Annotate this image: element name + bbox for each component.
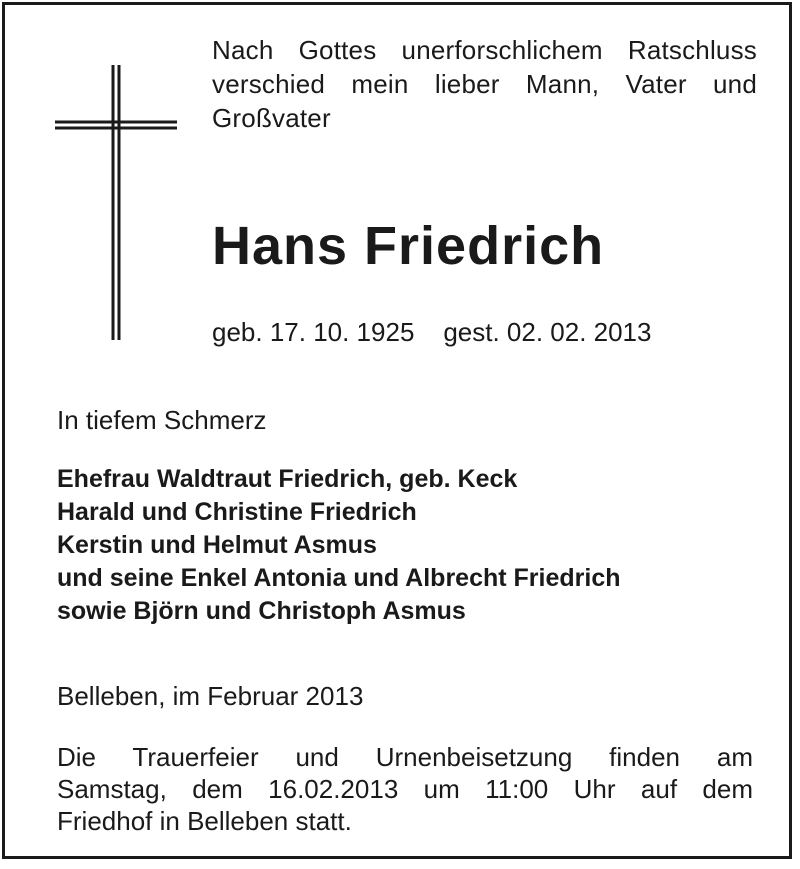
notice-line: Friedhof in Belleben statt. xyxy=(57,806,352,836)
mourner-line: Harald und Christine Friedrich xyxy=(57,498,417,526)
notice-line: Samstag, dem 16.02.2013 um 11:00 Uhr auf dem xyxy=(57,774,753,804)
mourner-line: und seine Enkel Antonia und Albrecht Friedrich xyxy=(57,564,621,592)
intro-text xyxy=(212,33,757,135)
intro-line: Großvater xyxy=(212,103,331,133)
intro-line: Nach Gottes unerforschlichem Ratschluss xyxy=(212,35,757,65)
death-date: gest. 02. 02. 2013 xyxy=(443,317,652,347)
life-dates xyxy=(212,317,651,348)
funeral-notice xyxy=(57,741,753,837)
mourners-list xyxy=(57,463,621,628)
deceased-name: Hans Friedrich xyxy=(212,216,605,276)
intro-line: verschied mein lieber Mann, Vater und xyxy=(212,69,757,99)
mourner-line: Kerstin und Helmut Asmus xyxy=(57,531,377,559)
cross-icon xyxy=(53,65,181,343)
obituary-frame xyxy=(2,2,792,859)
notice-line: Die Trauerfeier und Urnenbeisetzung finden am xyxy=(57,742,753,772)
mourner-line: sowie Björn und Christoph Asmus xyxy=(57,597,466,625)
birth-date: geb. 17. 10. 1925 xyxy=(212,317,415,347)
grief-line: In tiefem Schmerz xyxy=(57,405,267,435)
mourner-line: Ehefrau Waldtraut Friedrich, geb. Keck xyxy=(57,465,518,493)
place-date: Belleben, im Februar 2013 xyxy=(57,681,364,711)
